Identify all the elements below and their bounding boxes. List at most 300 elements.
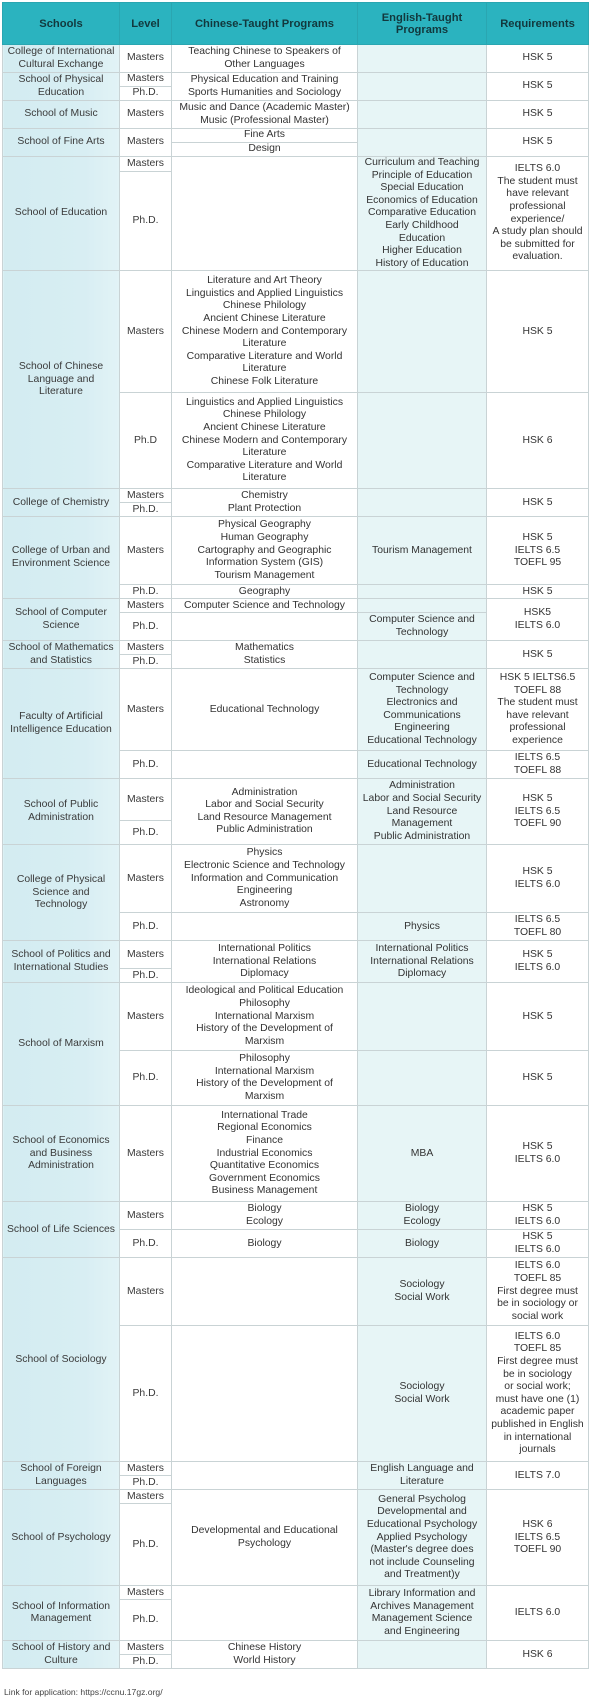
school-cell <box>3 1202 120 1258</box>
cell-line: in international <box>503 1431 572 1443</box>
cell-line: Cartography and Geographic <box>197 544 332 556</box>
cell-line: Intelligence Education <box>10 723 112 735</box>
english-programs-cell <box>358 941 487 983</box>
cell-line: Ph.D. <box>132 620 159 632</box>
cell-line: HSK 5 <box>522 80 553 92</box>
chinese-programs-cell <box>172 271 358 393</box>
cell-line: School of Computer <box>15 607 107 619</box>
cell-line: Ph.D. <box>132 1614 159 1626</box>
cell-line: and Statistics <box>30 654 92 666</box>
cell-line: Ph.D. <box>132 758 159 770</box>
chinese-programs-cell <box>172 1230 358 1258</box>
cell-line: Administration <box>231 786 298 798</box>
table-row <box>3 517 589 585</box>
cell-line: Ph.D. <box>132 920 159 932</box>
cell-line: Computer Science and <box>369 614 475 626</box>
table-row <box>3 669 589 751</box>
cell-line: IELTS 6.0 <box>514 1607 561 1619</box>
english-programs-cell <box>358 1106 487 1202</box>
level-cell <box>120 1476 172 1490</box>
cell-line: Masters <box>127 1586 164 1598</box>
cell-line: Masters <box>127 948 164 960</box>
cell-line: Ph.D. <box>132 1538 159 1550</box>
cell-line: Literature <box>242 447 287 459</box>
cell-line: HSK 5 <box>522 531 553 543</box>
cell-line: professional <box>509 201 566 213</box>
requirements-cell <box>487 1490 589 1586</box>
cell-line: IELTS 6.0 <box>514 619 561 631</box>
cell-line: Business Management <box>211 1185 318 1197</box>
cell-line: Comparative Literature and World <box>186 459 343 471</box>
cell-line: Ph.D. <box>132 1237 159 1249</box>
cell-line: Literature <box>39 386 83 398</box>
level-cell <box>120 599 172 613</box>
cell-line: Masters <box>127 544 164 556</box>
cell-line: IELTS 6.5 <box>514 544 561 556</box>
cell-line: Ph.D. <box>132 1072 159 1084</box>
chinese-programs-cell <box>172 157 358 271</box>
cell-line: Masters <box>127 73 164 85</box>
cell-line: and Engineering <box>384 1625 460 1637</box>
cell-line: HSK 5 <box>522 108 553 120</box>
level-cell <box>120 1490 172 1504</box>
cell-line: HSK 6 <box>522 1648 553 1660</box>
cell-line: School of Chinese <box>18 360 104 372</box>
cell-line: Masters <box>127 872 164 884</box>
level-cell <box>120 1462 172 1476</box>
table-row <box>3 1586 589 1600</box>
english-programs-cell <box>358 517 487 585</box>
cell-line: Masters <box>127 1285 164 1297</box>
cell-line: Faculty of Artificial <box>19 711 103 723</box>
cell-line: IELTS 7.0 <box>514 1469 561 1481</box>
level-cell <box>120 503 172 517</box>
cell-line: Mathematics <box>235 642 294 654</box>
requirements-cell <box>487 845 589 913</box>
cell-line: International Studies <box>13 961 109 973</box>
chinese-programs-cell <box>172 641 358 669</box>
cell-line: Comparative Education <box>367 207 476 219</box>
cell-line: Electronic Science and Technology <box>184 859 345 871</box>
level-cell <box>120 1106 172 1202</box>
cell-line: HSK 5 <box>522 1010 553 1022</box>
table-row <box>3 271 589 393</box>
cell-line: Ecology <box>246 1215 283 1227</box>
cell-line: School of Life Sciences <box>6 1223 115 1235</box>
cell-line: Information and Communication <box>190 872 339 884</box>
school-cell <box>3 599 120 641</box>
cell-line: Ph.D. <box>132 1387 159 1399</box>
school-cell <box>3 941 120 983</box>
table-row <box>3 983 589 1051</box>
school-cell <box>3 779 120 845</box>
cell-line: Quantitative Economics <box>209 1160 320 1172</box>
cell-line: Ideological and Political Education <box>185 985 344 997</box>
level-cell <box>120 1258 172 1326</box>
cell-line: Chinese Folk Literature <box>210 375 319 387</box>
cell-line: Cultural Exchange <box>18 58 104 70</box>
cell-line: HSK 5 <box>522 325 553 337</box>
cell-line: Diplomacy <box>240 968 289 980</box>
cell-line: Ancient Chinese Literature <box>203 421 326 433</box>
requirements-cell <box>487 1462 589 1490</box>
cell-line: Environment Science <box>11 557 111 569</box>
cell-line: social work <box>511 1310 564 1322</box>
cell-line: Physical Geography <box>218 519 311 531</box>
school-cell <box>3 271 120 489</box>
cell-line: (Master's degree does <box>370 1544 474 1556</box>
english-programs-cell <box>358 129 487 157</box>
requirements-cell <box>487 751 589 779</box>
cell-line: Biology <box>404 1203 440 1215</box>
cell-line: Land Resource Management <box>197 811 332 823</box>
cell-line: Physical Education and Training <box>190 73 339 85</box>
cell-line: Public Administration <box>216 824 313 836</box>
cell-line: Social Work <box>394 1291 450 1303</box>
cell-line: Technology <box>395 684 449 696</box>
english-programs-cell <box>358 1051 487 1106</box>
cell-line: Masters <box>127 157 164 169</box>
school-cell <box>3 845 120 941</box>
level-cell <box>120 1641 172 1655</box>
requirements-cell <box>487 129 589 157</box>
cell-line: IELTS 6.5 <box>514 1531 561 1543</box>
english-programs-cell <box>358 393 487 489</box>
cell-line: International Relations <box>212 955 317 967</box>
cell-line: School of Information <box>11 1600 111 1612</box>
requirements-cell <box>487 599 589 641</box>
cell-line: HSK 5 <box>522 585 553 597</box>
requirements-cell <box>487 393 589 489</box>
english-programs-cell <box>358 1641 487 1669</box>
cell-line: Other Languages <box>224 58 305 70</box>
requirements-cell <box>487 585 589 599</box>
cell-line: Science and <box>32 886 90 898</box>
cell-line: be submitted for <box>500 238 575 250</box>
programs-table <box>2 2 589 1669</box>
requirements-cell <box>487 1202 589 1230</box>
cell-line: be in sociology <box>503 1368 572 1380</box>
requirements-cell <box>487 271 589 393</box>
cell-line: School of Music <box>24 108 98 120</box>
english-programs-cell <box>358 1326 487 1462</box>
level-cell <box>120 1230 172 1258</box>
cell-line: Masters <box>127 325 164 337</box>
table-row <box>3 1490 589 1504</box>
cell-line: Science <box>42 619 80 631</box>
cell-line: Literature <box>242 472 287 484</box>
cell-line: Technology <box>34 899 88 911</box>
table-row <box>3 845 589 913</box>
cell-line: IELTS 6.0 <box>514 163 561 175</box>
cell-line: HSK 5 <box>522 1141 553 1153</box>
cell-line: History of Education <box>375 257 469 269</box>
requirements-cell <box>487 641 589 669</box>
cell-line: Ph.D. <box>132 969 159 981</box>
cell-line: The student must <box>497 175 578 187</box>
cell-line: IELTS 6.0 <box>514 1215 561 1227</box>
cell-line: Masters <box>127 1010 164 1022</box>
cell-line: and Business <box>29 1147 93 1159</box>
level-cell <box>120 669 172 751</box>
requirements-cell <box>487 73 589 101</box>
english-programs-cell <box>358 45 487 73</box>
cell-line: published in English <box>491 1419 584 1431</box>
cell-line: Sports Humanities and Sociology <box>187 86 342 98</box>
cell-line: Ph.D. <box>132 826 159 838</box>
cell-line: TOEFL 90 <box>513 1544 562 1556</box>
cell-line: College of Chemistry <box>12 496 110 508</box>
school-cell <box>3 669 120 779</box>
cell-line: Psychology <box>237 1537 292 1549</box>
level-cell <box>120 45 172 73</box>
cell-line: HSK 5 <box>522 949 553 961</box>
cell-line: Management <box>30 1613 92 1625</box>
cell-line: Astronomy <box>239 897 290 909</box>
cell-line: College of Physical <box>16 873 106 885</box>
cell-line: General Psycholog <box>378 1493 466 1505</box>
cell-line: Masters <box>127 108 164 120</box>
cell-line: IELTS 6.0 <box>514 878 561 890</box>
cell-line: Economics of Education <box>366 194 478 206</box>
requirements-cell <box>487 941 589 983</box>
requirements-cell <box>487 1051 589 1106</box>
cell-line: journals <box>519 1444 556 1456</box>
table-row <box>3 489 589 503</box>
cell-line: Marxism <box>244 1035 285 1047</box>
cell-line: Information System (GIS) <box>205 557 324 569</box>
chinese-programs-cell <box>172 1202 358 1230</box>
cell-line: or social work; <box>504 1381 571 1393</box>
cell-line: Developmental and <box>377 1506 467 1518</box>
cell-line: HSK 5 <box>522 52 553 64</box>
cell-line: Masters <box>127 703 164 715</box>
cell-line: International Politics <box>375 942 469 954</box>
school-cell <box>3 1106 120 1202</box>
chinese-programs-cell <box>172 1258 358 1326</box>
cell-line: Masters <box>127 1490 164 1502</box>
cell-line: Electronics and <box>386 697 458 709</box>
english-programs-cell <box>358 489 487 517</box>
cell-line: Physics <box>246 847 283 859</box>
cell-line: Diplomacy <box>397 968 447 980</box>
cell-line: The student must <box>497 697 578 709</box>
chinese-programs-cell <box>172 913 358 941</box>
level-cell <box>120 585 172 599</box>
cell-line: Design <box>248 143 281 155</box>
cell-line: HSK 5 <box>522 866 553 878</box>
cell-line: Ph.D. <box>132 585 159 597</box>
cell-line: IELTS 6.5 <box>514 914 561 926</box>
english-programs-cell <box>358 1202 487 1230</box>
school-cell <box>3 1462 120 1490</box>
cell-line: Music (Professional Master) <box>200 114 329 126</box>
table-row <box>3 129 589 143</box>
level-cell <box>120 157 172 172</box>
english-programs-cell <box>358 585 487 599</box>
cell-line: School of Public <box>23 799 99 811</box>
requirements-cell <box>487 983 589 1051</box>
cell-line: IELTS 6.5 <box>514 752 561 764</box>
cell-line: Fine Arts <box>244 129 285 141</box>
school-cell <box>3 517 120 599</box>
table-row <box>3 1641 589 1655</box>
level-cell <box>120 87 172 101</box>
level-cell <box>120 845 172 913</box>
cell-line: Physics <box>404 920 440 932</box>
cell-line: Chinese History <box>227 1642 302 1654</box>
cell-line: School of Sociology <box>15 1353 107 1365</box>
school-cell <box>3 1641 120 1669</box>
cell-line: have relevant <box>506 709 569 721</box>
table-row <box>3 1258 589 1326</box>
cell-line: TOEFL 90 <box>513 818 562 830</box>
requirements-cell <box>487 1258 589 1326</box>
cell-line: Labor and Social Security <box>205 799 324 811</box>
table-row <box>3 101 589 129</box>
level-cell <box>120 271 172 393</box>
cell-line: School of Education <box>14 207 108 219</box>
cell-line: TOEFL 80 <box>513 926 562 938</box>
chinese-programs-cell <box>172 45 358 73</box>
table-row <box>3 599 589 613</box>
english-programs-cell <box>358 751 487 779</box>
chinese-programs-cell <box>172 517 358 585</box>
level-cell <box>120 779 172 821</box>
cell-line: Marxism <box>244 1090 285 1102</box>
school-cell <box>3 1258 120 1462</box>
cell-line: Administration <box>389 780 455 792</box>
cell-line: Chinese Philology <box>222 300 307 312</box>
table-row <box>3 1462 589 1476</box>
table-row <box>3 779 589 821</box>
chinese-programs-cell <box>172 669 358 751</box>
requirements-cell <box>487 1230 589 1258</box>
cell-line: Land Resource <box>386 805 458 817</box>
chinese-programs-cell <box>172 751 358 779</box>
cell-line: experience/ <box>510 213 565 225</box>
chinese-programs-cell <box>172 1106 358 1202</box>
cell-line: Ph.D. <box>132 655 159 667</box>
cell-line: Principle of Education <box>371 169 473 181</box>
cell-line: Literature <box>242 338 287 350</box>
cell-line: Computer Science and <box>369 672 475 684</box>
level-cell <box>120 1504 172 1586</box>
cell-line: Educational Technology <box>367 735 477 747</box>
cell-line: Linguistics and Applied Linguistics <box>185 396 344 408</box>
cell-line: have relevant <box>506 188 569 200</box>
cell-line: School of Foreign <box>20 1463 102 1475</box>
cell-line: professional <box>509 722 566 734</box>
cell-line: College of International <box>7 45 115 57</box>
cell-line: Educational Psychology <box>366 1518 478 1530</box>
cell-line: Biology <box>404 1237 440 1249</box>
cell-line: Chinese Modern and Contemporary <box>181 325 348 337</box>
chinese-programs-cell <box>172 489 358 517</box>
cell-line: TOEFL 88 <box>513 684 562 696</box>
cell-line: Masters <box>127 1147 164 1159</box>
requirements-cell <box>487 913 589 941</box>
level-cell <box>120 1326 172 1462</box>
table-row <box>3 45 589 73</box>
cell-line: Tourism Management <box>372 544 472 556</box>
header-requirements: Requirements <box>487 3 589 45</box>
level-cell <box>120 751 172 779</box>
cell-line: Biology <box>247 1203 282 1215</box>
cell-line: Archives Management <box>370 1600 474 1612</box>
cell-line: Labor and Social Security <box>362 792 482 804</box>
chinese-programs-cell <box>172 143 358 157</box>
header-level: Level <box>120 3 172 45</box>
cell-line: Government Economics <box>209 1172 320 1184</box>
cell-line: HSK 5 <box>522 1072 553 1084</box>
header-chinese-taught: Chinese-Taught Programs <box>172 3 358 45</box>
cell-line: Literature and Art Theory <box>207 275 322 287</box>
level-cell <box>120 655 172 669</box>
cell-line: Higher Education <box>382 245 462 257</box>
chinese-programs-cell <box>172 129 358 143</box>
cell-line: International Marxism <box>214 1065 315 1077</box>
english-programs-cell <box>358 983 487 1051</box>
cell-line: Public Administration <box>373 830 471 842</box>
cell-line: HSK 5 <box>522 1203 553 1215</box>
cell-line: Special Education <box>380 182 464 194</box>
level-cell <box>120 129 172 157</box>
cell-line: IELTS 6.0 <box>514 1153 561 1165</box>
cell-line: School of Mathematics <box>8 642 114 654</box>
cell-line: Management Science <box>371 1613 473 1625</box>
chinese-programs-cell <box>172 983 358 1051</box>
chinese-programs-cell <box>172 1326 358 1462</box>
cell-line: Developmental and Educational <box>191 1525 338 1537</box>
cell-line: Administration <box>28 811 94 823</box>
school-cell <box>3 129 120 157</box>
school-cell <box>3 101 120 129</box>
cell-line: Social Work <box>394 1393 450 1405</box>
school-cell <box>3 641 120 669</box>
cell-line: School of History and <box>11 1642 111 1654</box>
level-cell <box>120 613 172 641</box>
chinese-programs-cell <box>172 845 358 913</box>
cell-line: Library Information and <box>368 1588 476 1600</box>
level-cell <box>120 941 172 969</box>
cell-line: IELTS 6.0 <box>514 1330 561 1342</box>
cell-line: Masters <box>127 489 164 501</box>
chinese-programs-cell <box>172 941 358 983</box>
requirements-cell <box>487 489 589 517</box>
english-programs-cell <box>358 73 487 101</box>
cell-line: Human Geography <box>220 531 309 543</box>
cell-line: Masters <box>127 52 164 64</box>
cell-line: IELTS 6.0 <box>514 961 561 973</box>
cell-line: HSK 6 <box>522 1518 553 1530</box>
cell-line: Literature <box>400 1475 444 1487</box>
school-cell <box>3 73 120 101</box>
english-programs-cell <box>358 271 487 393</box>
cell-line: School of Fine Arts <box>17 136 105 148</box>
cell-line: Sociology <box>399 1279 445 1291</box>
school-cell <box>3 489 120 517</box>
requirements-cell <box>487 1586 589 1641</box>
english-programs-cell <box>358 1490 487 1586</box>
cell-line: HSK 5 <box>522 1231 553 1243</box>
chinese-programs-cell <box>172 73 358 101</box>
cell-line: Technology <box>395 626 449 638</box>
chinese-programs-cell <box>172 1490 358 1586</box>
table-row <box>3 941 589 969</box>
cell-line: Ph.D. <box>132 1476 159 1488</box>
cell-line: Culture <box>44 1654 78 1666</box>
